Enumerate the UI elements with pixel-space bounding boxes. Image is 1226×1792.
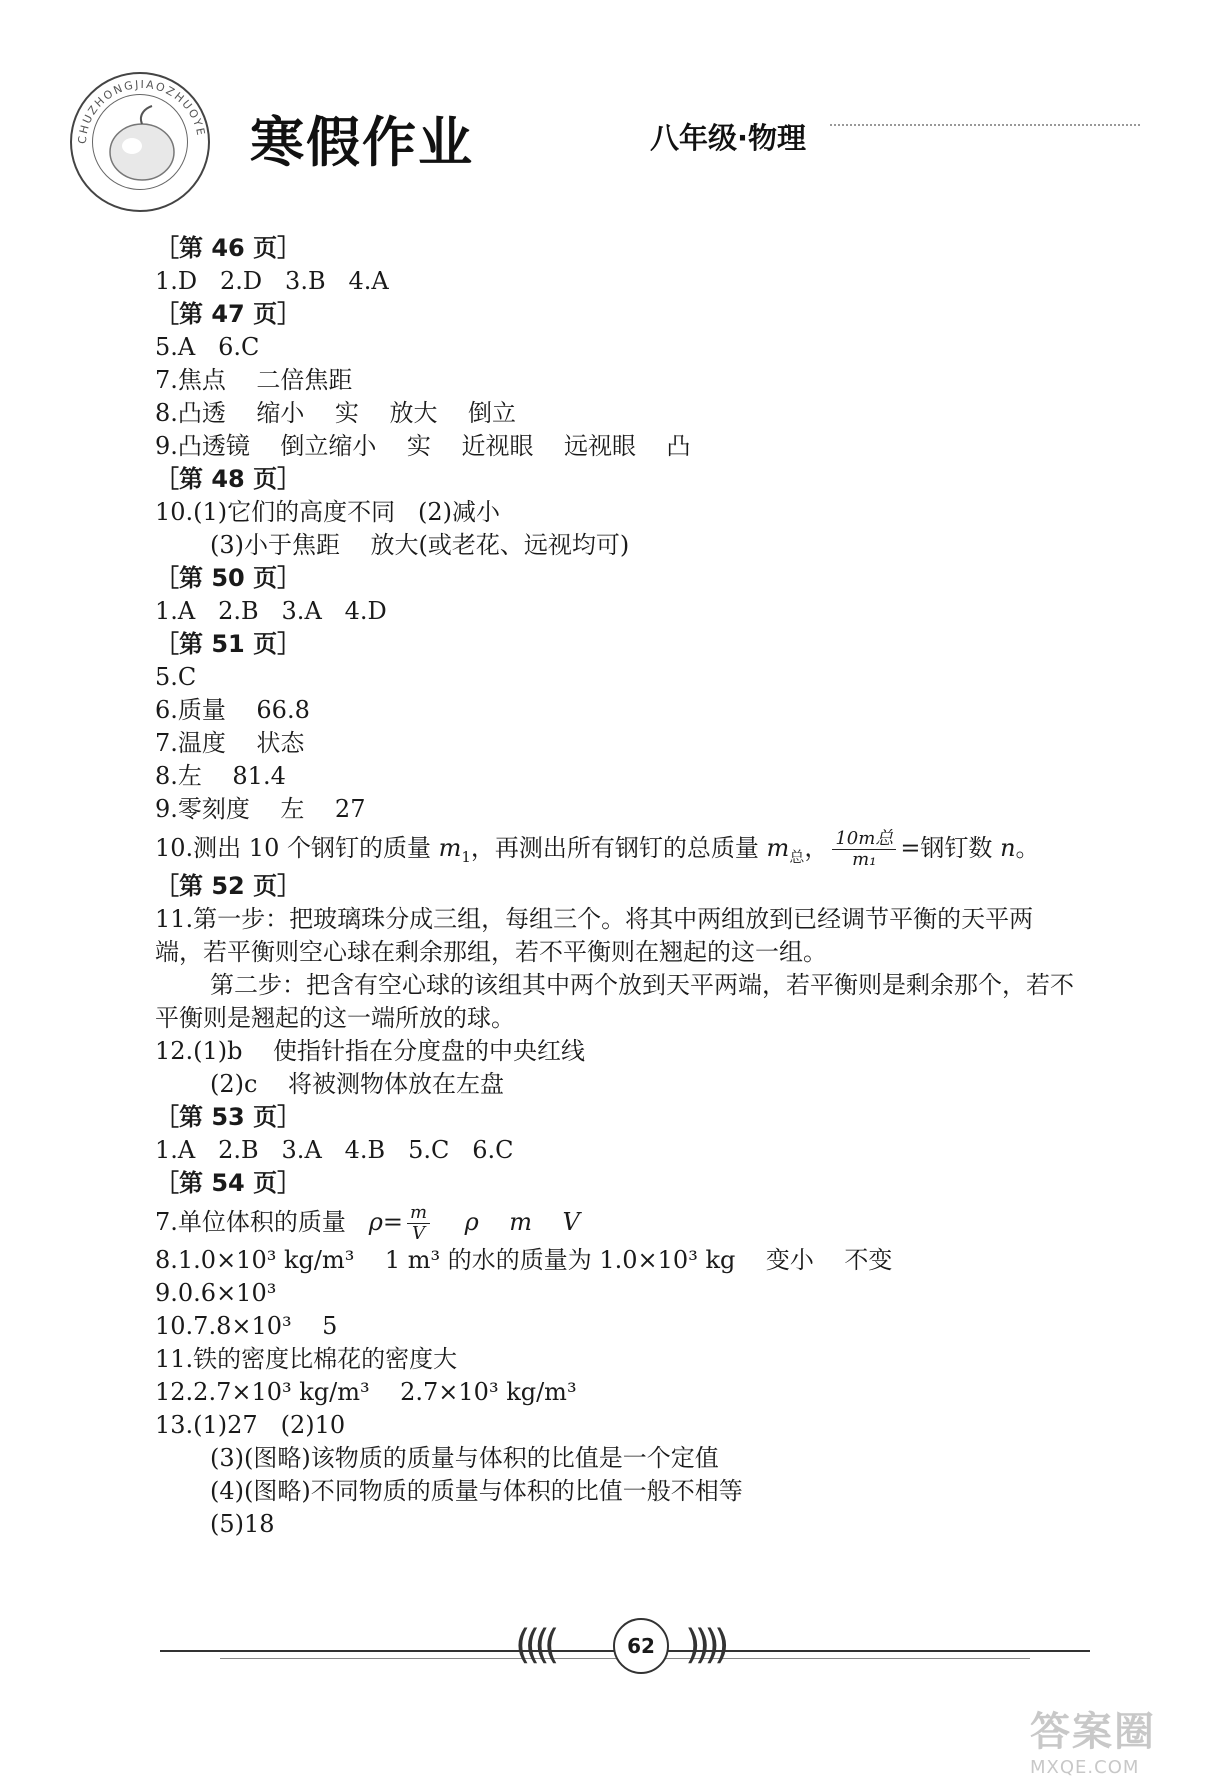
section-label: ［第 50 页］	[155, 564, 302, 592]
answer-line: (5)18	[210, 1510, 275, 1538]
header-subtitle: 八年级·物理	[650, 121, 807, 155]
answer-line: 端，若平衡则空心球在剩余那组，若不平衡则在翘起的这一组。	[155, 938, 827, 966]
answer-line: 平衡则是翘起的这一端所放的球。	[155, 1004, 515, 1032]
page-section-header	[155, 1101, 1115, 1134]
section-label: ［第 52 页］	[155, 872, 302, 900]
page-section-header	[155, 870, 1115, 903]
section-label: ［第 51 页］	[155, 630, 302, 658]
section-label: ［第 47 页］	[155, 300, 302, 328]
page-header	[250, 100, 1140, 174]
answer-line: 9.0.6×10³	[155, 1279, 277, 1307]
header-title: 寒假作业	[250, 111, 474, 174]
fraction	[832, 829, 896, 870]
answer-line: 第二步：把含有空心球的该组其中两个放到天平两端，若平衡则是剩余那个，若不	[210, 971, 1074, 999]
math-var: n	[1000, 834, 1016, 862]
text-run: 10.测出 10 个钢钉的质量	[155, 834, 439, 862]
answer-line: 8.凸透 缩小 实 放大 倒立	[155, 399, 516, 427]
answer-line: 5.A 6.C	[155, 333, 260, 361]
answer-line: 5.C	[155, 663, 197, 691]
answer-line: (4)(图略)不同物质的质量与体积的比值一般不相等	[210, 1477, 743, 1505]
answer-line: 1.D 2.D 3.B 4.A	[155, 267, 389, 295]
apple-logo	[70, 72, 210, 212]
svg-text:CHUZHONGJIAOZHUOYE: CHUZHONGJIAOZHUOYE	[75, 77, 208, 145]
page-number: 62	[613, 1618, 669, 1674]
answer-content	[155, 232, 1115, 1541]
answer-line: 13.(1)27 (2)10	[155, 1411, 346, 1439]
section-label: ［第 53 页］	[155, 1103, 302, 1131]
answer-line: 8.左 81.4	[155, 762, 286, 790]
fraction-denominator: V	[412, 1223, 426, 1244]
math-var: m	[766, 834, 790, 862]
fraction-denominator: m₁	[852, 849, 877, 870]
answer-line: 11.铁的密度比棉花的密度大	[155, 1345, 458, 1373]
header-divider	[830, 124, 1140, 129]
fraction-numerator: 10m总	[832, 829, 896, 850]
page-section-header	[155, 463, 1115, 496]
answer-line: 10.测出 10 个钢钉的质量 $m_1$，再测出所有钢钉的总质量 $m_总$， $\frac{\text{10m总}}{\text{m₁}}$ =钢钉数 n。	[155, 828, 1040, 870]
answer-line: 11.第一步：把玻璃珠分成三组，每组三个。将其中两组放到已经调节平衡的天平两	[155, 905, 1034, 933]
logo-inner-ring	[92, 94, 188, 190]
answer-line: 12.(1)b 使指针指在分度盘的中央红线	[155, 1037, 586, 1065]
wave-ornament-right: ))))	[685, 1622, 724, 1668]
answer-line: (2)c 将被测物体放在左盘	[210, 1070, 504, 1098]
answer-line: 1.A 2.B 3.A 4.D	[155, 597, 387, 625]
page-section-header	[155, 1167, 1115, 1200]
text-run: ，	[804, 834, 829, 862]
math-var: m	[438, 834, 462, 862]
answer-line: 7.焦点 二倍焦距	[155, 366, 353, 394]
text-run: ，再测出所有钢钉的总质量	[470, 834, 767, 862]
section-label: ［第 46 页］	[155, 234, 302, 262]
answer-line: 10.7.8×10³ 5	[155, 1312, 338, 1340]
wave-ornament-left: ((((	[515, 1622, 554, 1668]
page-section-header	[155, 562, 1115, 595]
section-label: ［第 48 页］	[155, 465, 302, 493]
text-run: =钢钉数	[900, 834, 1001, 862]
answer-line: 8.1.0×10³ kg/m³ 1 m³ 的水的质量为 1.0×10³ kg 变小 不变	[155, 1246, 893, 1274]
fraction	[407, 1203, 430, 1244]
page-footer	[160, 1612, 1090, 1672]
math-vars: ρ m V	[434, 1208, 580, 1236]
section-label: ［第 54 页］	[155, 1169, 302, 1197]
answer-line: 1.A 2.B 3.A 4.B 5.C 6.C	[155, 1136, 514, 1164]
answer-line: 7.温度 状态	[155, 729, 305, 757]
text-run: 7.单位体积的质量	[155, 1208, 369, 1236]
answer-line: 6.质量 66.8	[155, 696, 310, 724]
page-section-header	[155, 232, 1115, 265]
answer-line: 12.2.7×10³ kg/m³ 2.7×10³ kg/m³	[155, 1378, 577, 1406]
answer-line: 10.(1)它们的高度不同 (2)减小	[155, 498, 501, 526]
answer-line: 9.零刻度 左 27	[155, 795, 366, 823]
answer-line: (3)(图略)该物质的质量与体积的比值是一个定值	[210, 1444, 719, 1472]
answer-line: (3)小于焦距 放大(或老花、远视均可)	[210, 531, 630, 559]
watermark-url: MXQE.COM	[1030, 1757, 1140, 1778]
answer-line: 9.凸透镜 倒立缩小 实 近视眼 远视眼 凸	[155, 432, 691, 460]
fraction-numerator: m	[407, 1203, 430, 1224]
page-section-header	[155, 628, 1115, 661]
math-var: ρ=	[368, 1208, 404, 1236]
answer-line	[155, 1200, 1115, 1244]
watermark-logo	[1030, 1700, 1220, 1790]
watermark-text: 答案圈	[1030, 1709, 1156, 1755]
text-run: 。	[1015, 834, 1040, 862]
page-section-header	[155, 298, 1115, 331]
